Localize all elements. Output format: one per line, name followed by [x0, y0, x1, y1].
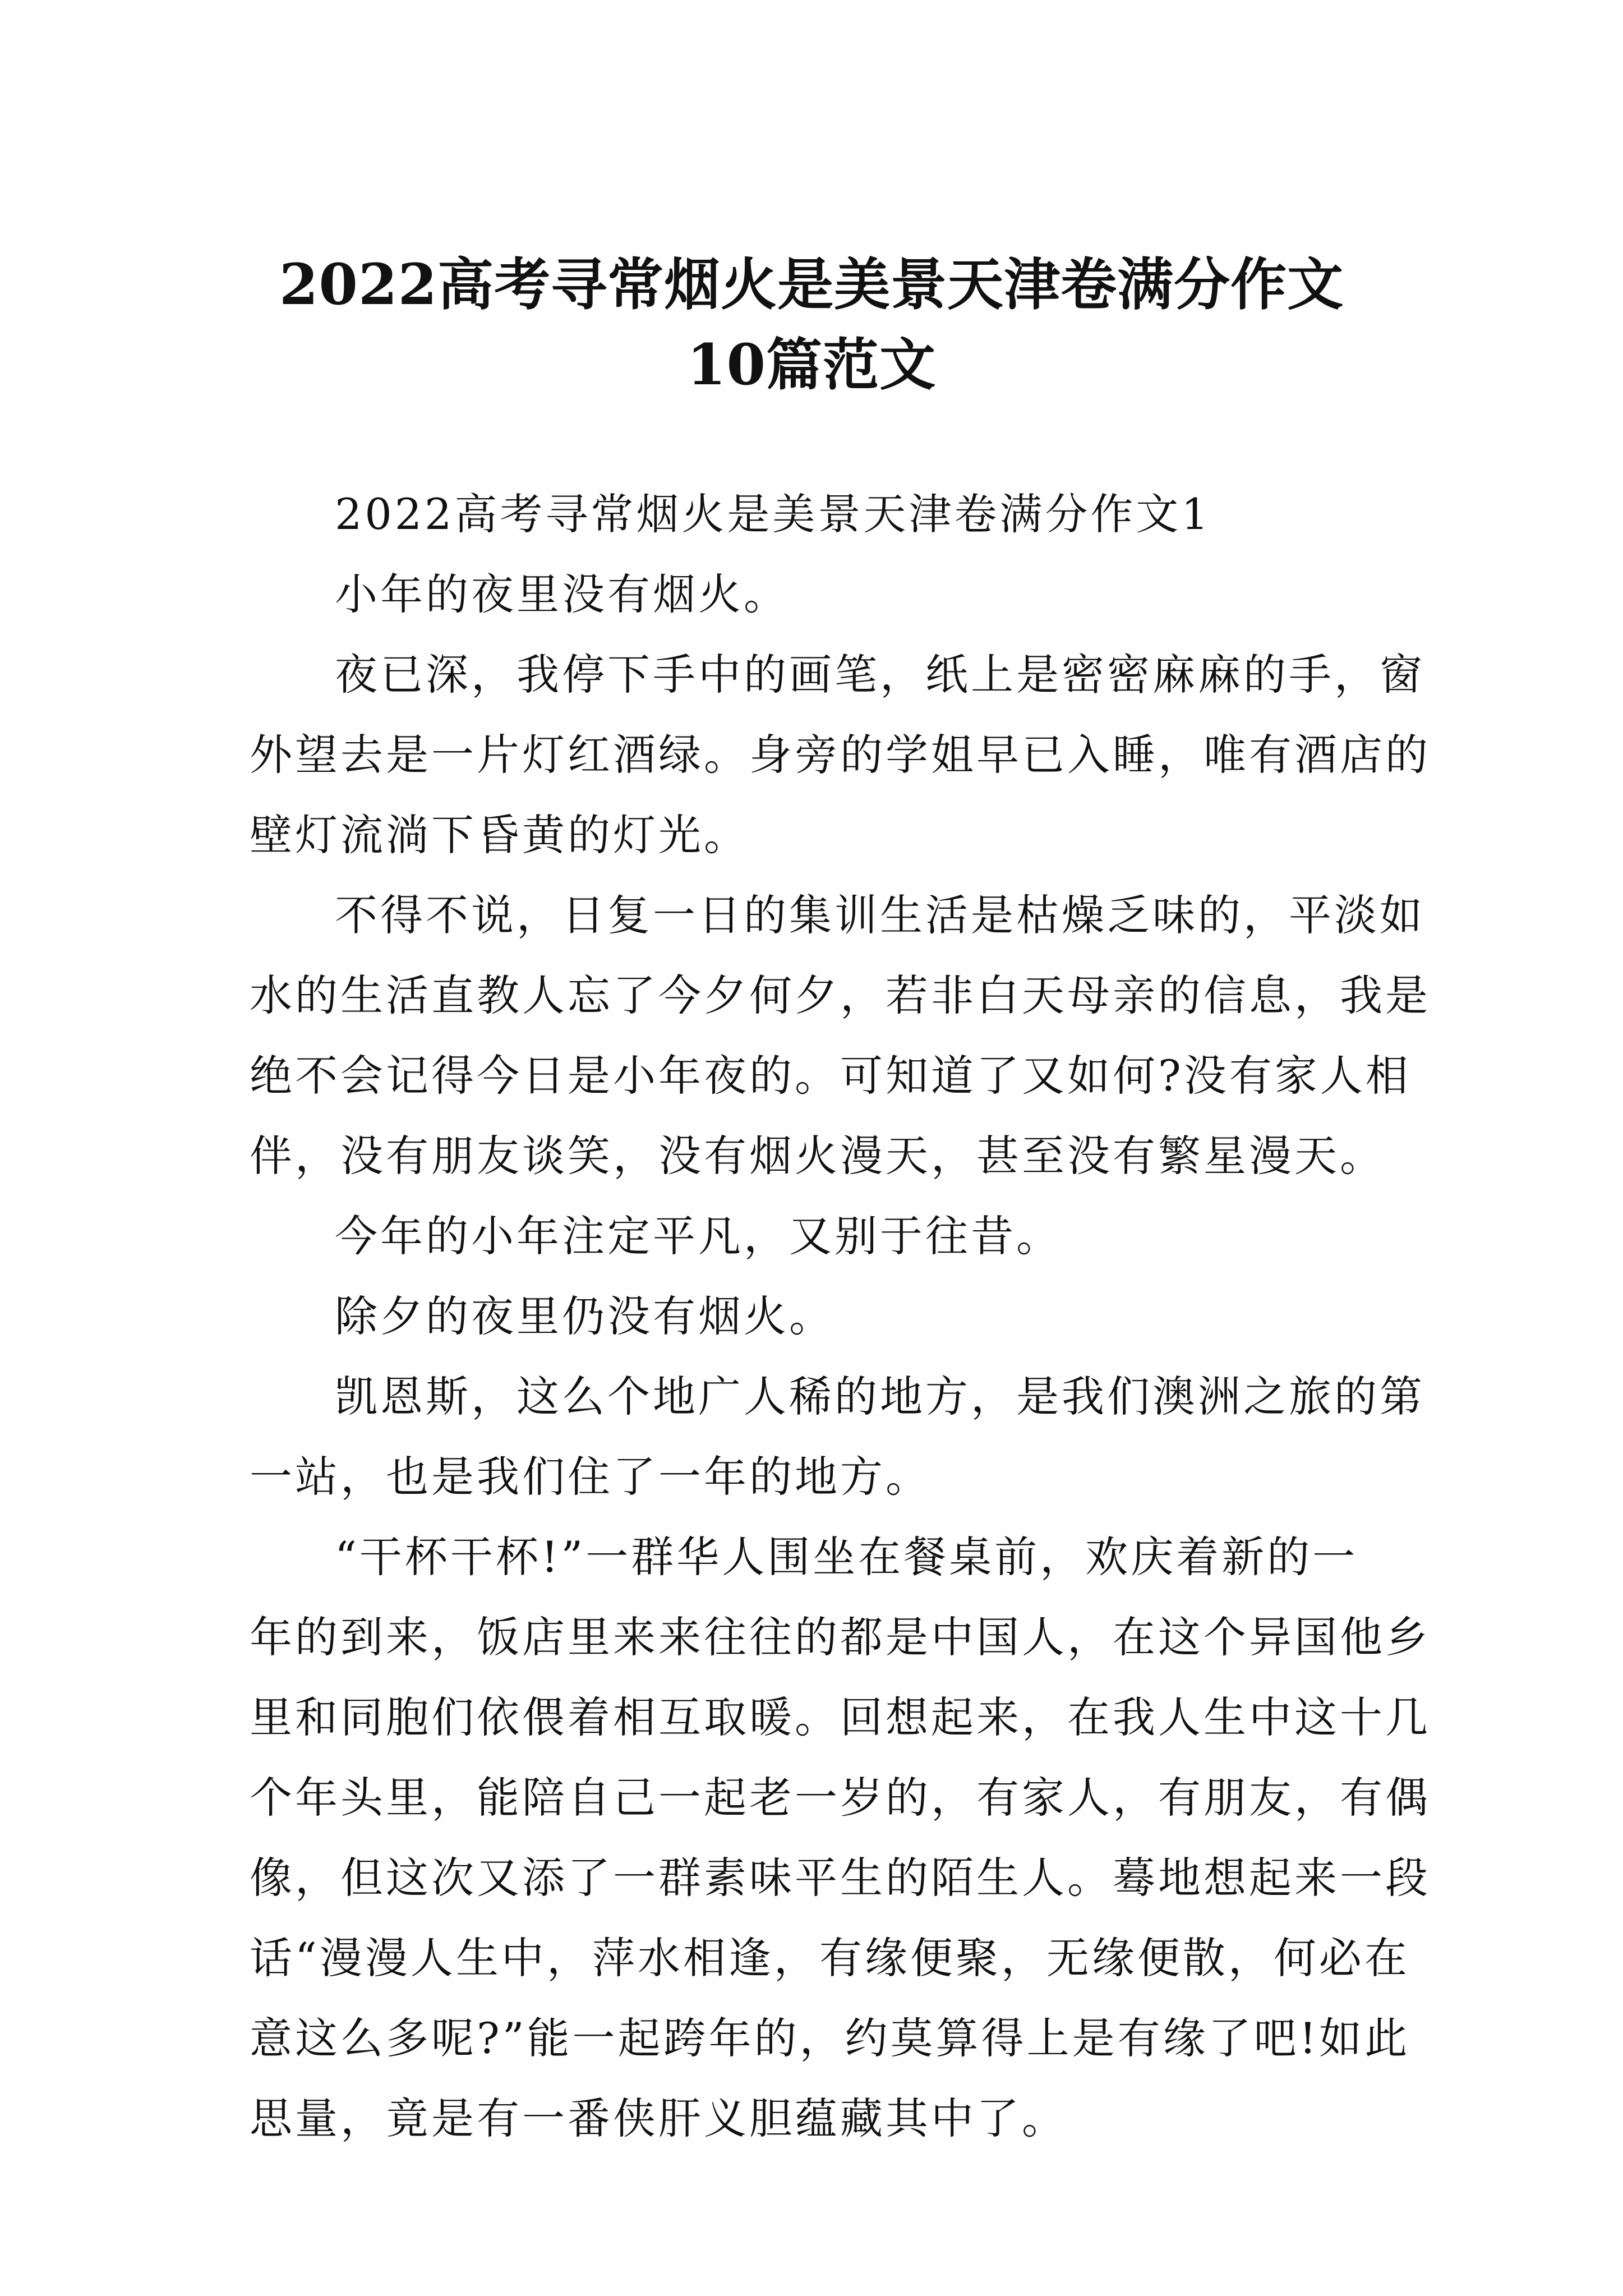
body-line: 话“漫漫人生中，萍水相逢，有缘便聚，无缘便散，何必在: [250, 1933, 1410, 1983]
body-line: 小年的夜里没有烟火。: [335, 569, 789, 619]
title-line: 10篇范文: [686, 332, 937, 398]
body-line: “干杯干杯!”一群华人围坐在餐桌前，欢庆着新的一: [335, 1532, 1358, 1582]
body-line: 水的生活直教人忘了今夕何夕，若非白天母亲的信息，我是: [250, 970, 1431, 1020]
body-line: 绝不会记得今日是小年夜的。可知道了又如何?没有家人相: [250, 1051, 1411, 1101]
body-line: 年的到来，饭店里来来往往的都是中国人，在这个异国他乡: [250, 1612, 1431, 1662]
body-line: 壁灯流淌下昏黄的灯光。: [250, 810, 749, 860]
body-line: 不得不说，日复一日的集训生活是枯燥乏味的，平淡如: [335, 890, 1425, 940]
body-line: 夜已深，我停下手中的画笔，纸上是密密麻麻的手，窗: [335, 650, 1425, 700]
body-line: 2022高考寻常烟火是美景天津卷满分作文1: [335, 489, 1211, 539]
body-line: 里和同胞们依偎着相互取暖。回想起来，在我人生中这十几: [250, 1692, 1431, 1742]
body-line: 伴，没有朋友谈笑，没有烟火漫天，甚至没有繁星漫天。: [250, 1131, 1385, 1181]
body-line: 凯恩斯，这么个地广人稀的地方，是我们澳洲之旅的第: [335, 1372, 1425, 1421]
body-line: 个年头里，能陪自己一起老一岁的，有家人，有朋友，有偶: [250, 1773, 1431, 1823]
body-line: 意这么多呢?”能一起跨年的，约莫算得上是有缘了吧!如此: [250, 2013, 1410, 2063]
body-line: 思量，竟是有一番侠肝义胆蕴藏其中了。: [250, 2093, 1067, 2143]
body-line: 外望去是一片灯红酒绿。身旁的学姐早已入睡，唯有酒店的: [250, 730, 1431, 780]
body-line: 像，但这次又添了一群素味平生的陌生人。蓦地想起来一段: [250, 1853, 1431, 1903]
body-line: 今年的小年注定平凡，又别于往昔。: [335, 1211, 1062, 1261]
body-line: 一站，也是我们住了一年的地方。: [250, 1452, 931, 1502]
title-line: 2022高考寻常烟火是美景天津卷满分作文: [279, 251, 1344, 318]
body-line: 除夕的夜里仍没有烟火。: [335, 1291, 834, 1341]
page-title: [213, 240, 1410, 400]
document-body: [250, 474, 1431, 2159]
